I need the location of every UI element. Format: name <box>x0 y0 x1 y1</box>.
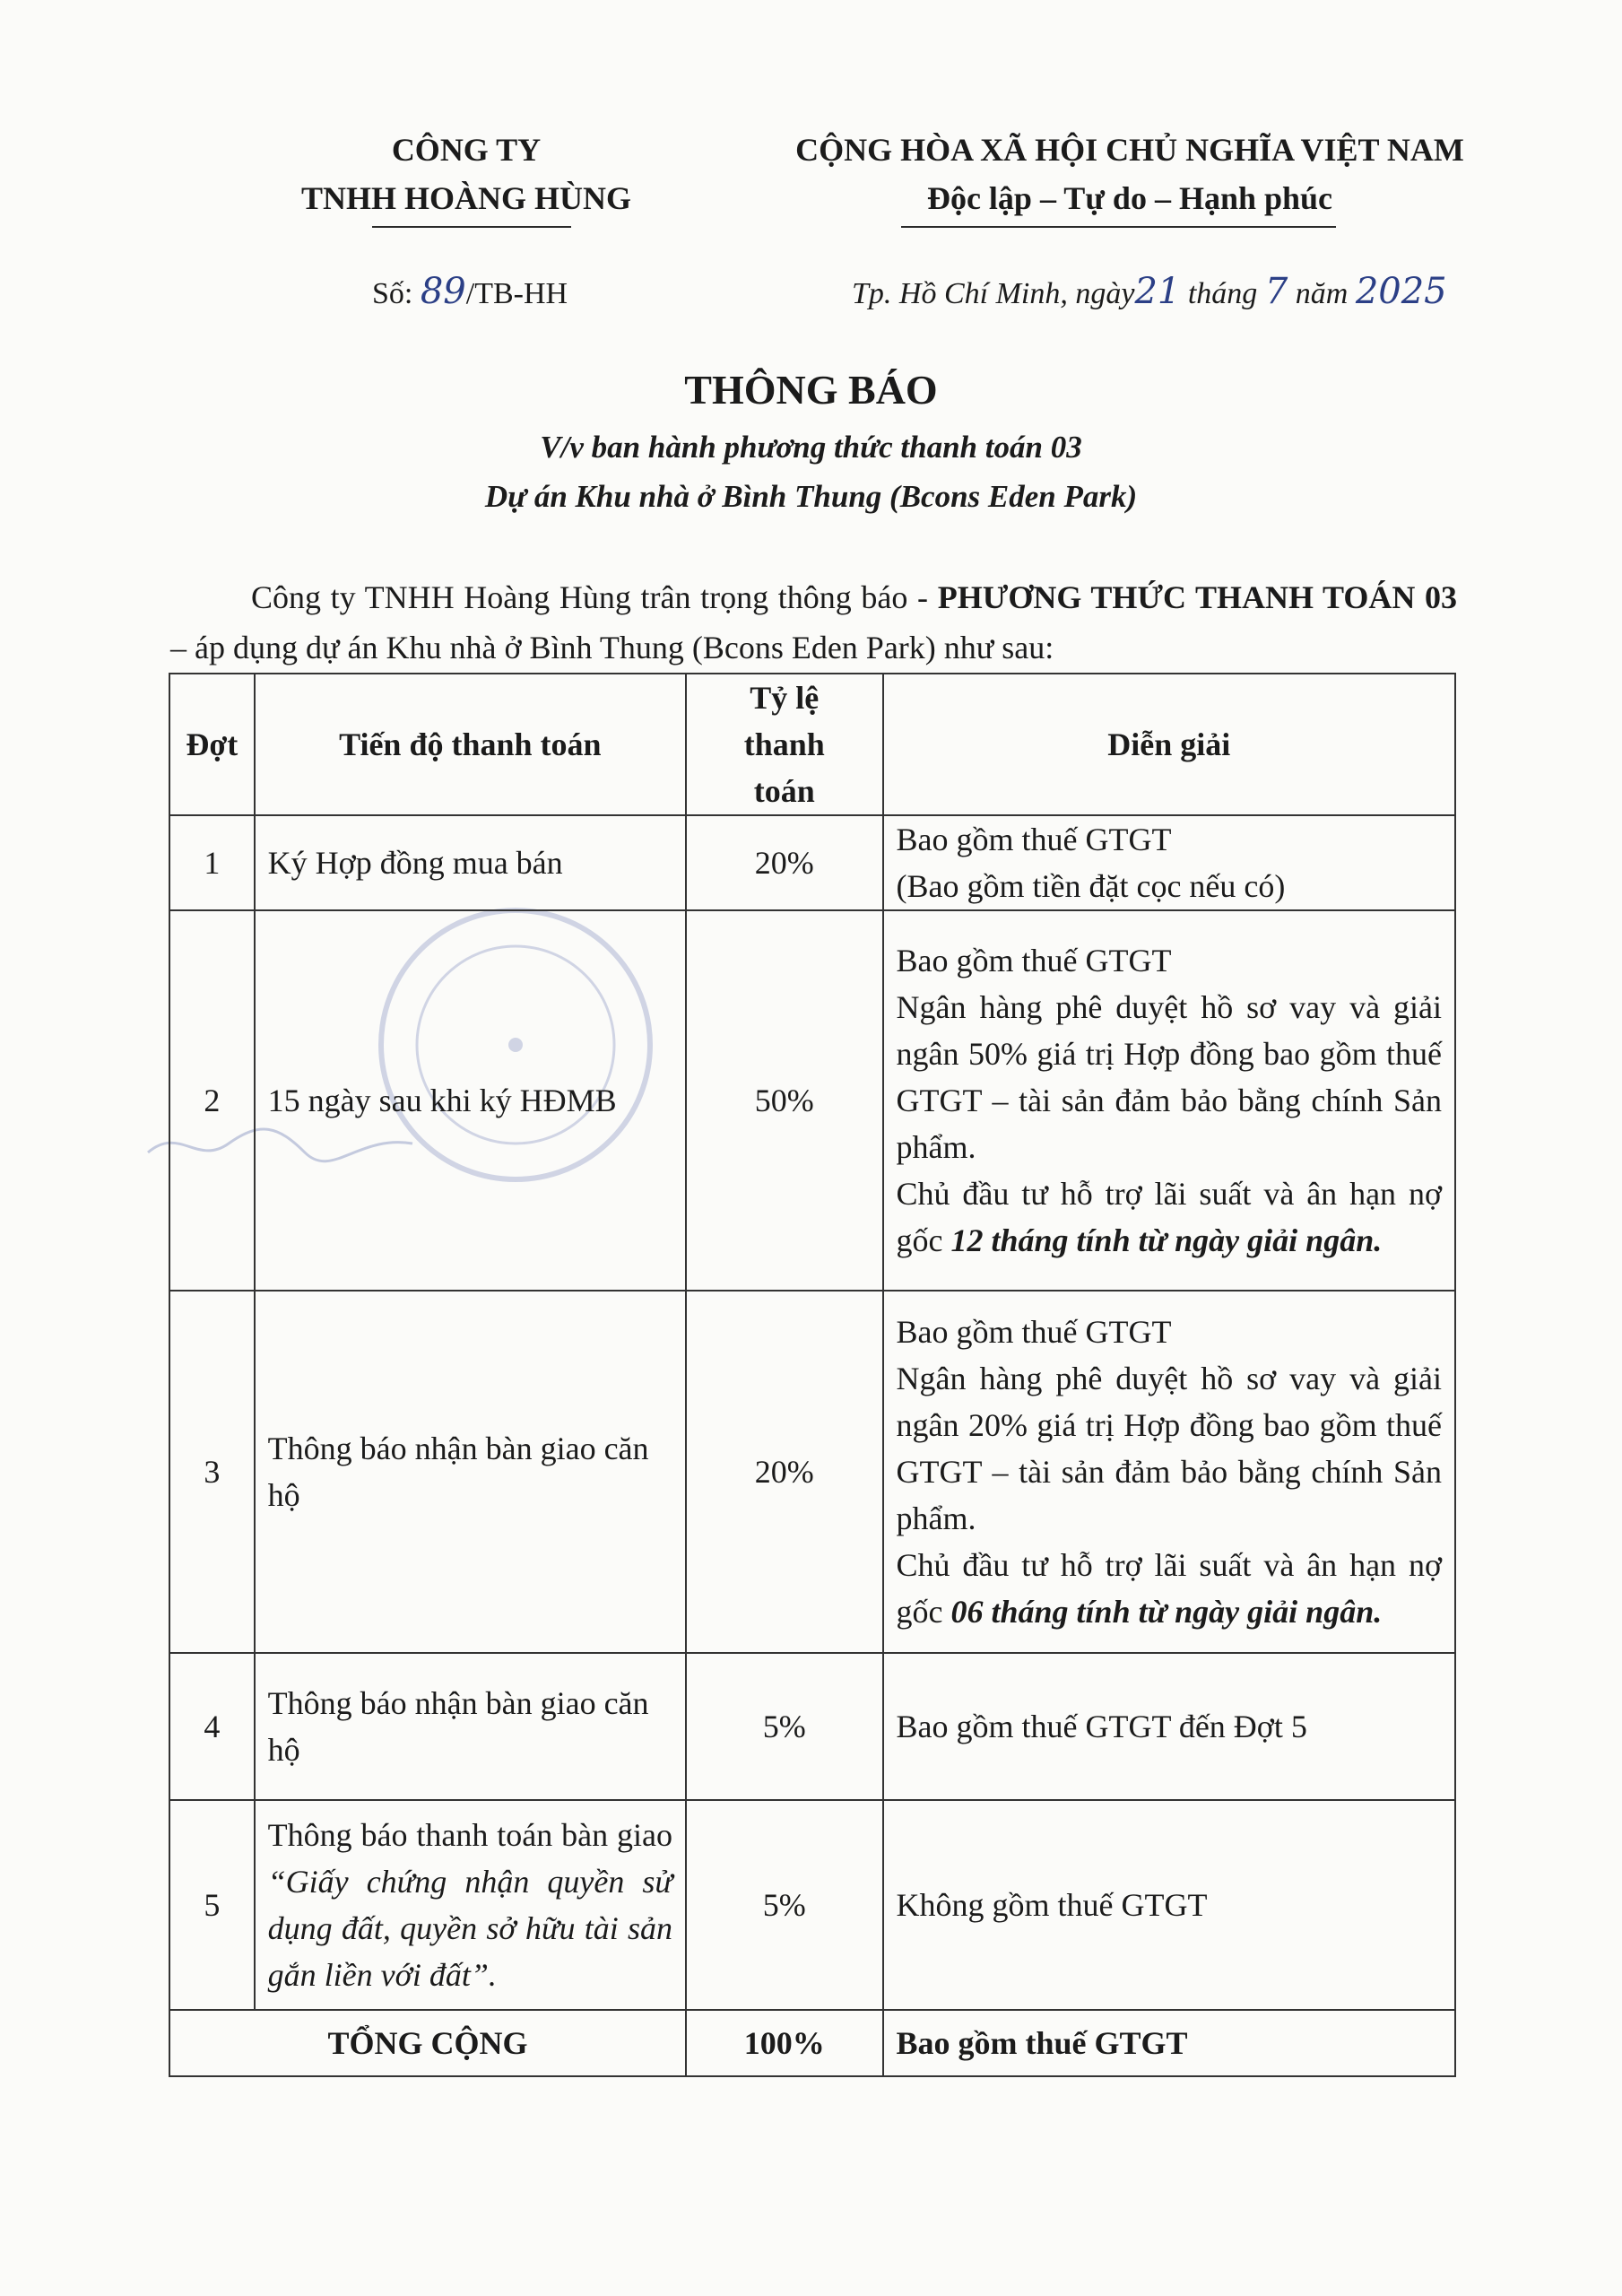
doc-number-suffix: /TB-HH <box>465 277 568 310</box>
header-ty-le-text: Tỷ lệ thanh toán <box>743 680 825 809</box>
table-header-row <box>169 674 1455 815</box>
document-subtitle-2: Dự án Khu nhà ở Bình Thung (Bcons Eden Park) <box>484 479 1138 514</box>
row3-support-text: Chủ đầu tư hỗ trợ lãi suất và ân hạn nợ gốc <box>896 1547 1442 1630</box>
document-number <box>372 269 568 317</box>
header-dien-giai: Diễn giải <box>883 674 1455 815</box>
payment-schedule-table <box>169 673 1456 2077</box>
header-tien-do: Tiến độ thanh toán <box>255 674 686 815</box>
total-label: TỔNG CỘNG <box>169 2010 686 2076</box>
row2-support-period: 12 tháng tính từ ngày giải ngân. <box>950 1222 1383 1258</box>
row4-dien-giai: Bao gồm thuế GTGT đến Đợt 5 <box>883 1653 1455 1800</box>
row1-dien-giai <box>883 815 1455 910</box>
row5-tien-do-text: Thông báo thanh toán bàn giao <box>267 1817 672 1853</box>
row1-dot: 1 <box>169 815 255 910</box>
row3-tien-do: Thông báo nhận bàn giao căn hộ <box>255 1291 686 1653</box>
row4-ty-le: 5% <box>686 1653 883 1800</box>
doc-number-prefix: Số: <box>372 277 421 310</box>
date-month: 7 <box>1264 271 1288 312</box>
table-row <box>169 815 1455 910</box>
nation-header <box>771 126 1488 222</box>
row1-ty-le: 20% <box>686 815 883 910</box>
company-underline <box>372 226 571 228</box>
total-dien-giai: Bao gồm thuế GTGT <box>883 2010 1455 2076</box>
intro-paragraph <box>170 572 1457 673</box>
document-date <box>852 269 1447 317</box>
date-year-label: năm <box>1288 277 1356 310</box>
row3-dien-giai-line3 <box>897 1542 1442 1635</box>
row5-tien-do-certificate: “Giấy chứng nhận quyền sử dụng đất, quyền sở hữu tài sản gắn liền với đất”. <box>267 1864 672 1993</box>
row5-ty-le: 5% <box>686 1800 883 2010</box>
row4-tien-do: Thông báo nhận bàn giao căn hộ <box>255 1653 686 1800</box>
document-subtitle-1: V/v ban hành phương thức thanh toán 03 <box>540 430 1082 465</box>
table-row <box>169 1291 1455 1653</box>
document-title: THÔNG BÁO <box>684 367 938 413</box>
table-row <box>169 1800 1455 2010</box>
row2-dien-giai-line2: Ngân hàng phê duyệt hồ sơ vay và giải ngân 50% giá trị Hợp đồng bao gồm thuế GTGT – tài sản đảm bảo bằng chính Sản phẩm. <box>896 989 1442 1165</box>
row1-dien-giai-line1: Bao gồm thuế GTGT <box>896 822 1172 857</box>
date-month-label: tháng <box>1180 277 1265 310</box>
company-line-2: TNHH HOÀNG HÙNG <box>300 180 631 216</box>
row3-support-period: 06 tháng tính từ ngày giải ngân. <box>950 1594 1383 1630</box>
row3-dien-giai <box>883 1291 1455 1653</box>
nation-line-1: CỘNG HÒA XÃ HỘI CHỦ NGHĨA VIỆT NAM <box>795 132 1464 168</box>
intro-text-2: – áp dụng dự án Khu nhà ở Bình Thung (Bcons Eden Park) như sau: <box>170 630 1054 665</box>
doc-number-handwritten: 89 <box>420 271 466 312</box>
row1-tien-do: Ký Hợp đồng mua bán <box>255 815 686 910</box>
row2-dien-giai <box>883 910 1455 1291</box>
row5-dien-giai: Không gồm thuế GTGT <box>883 1800 1455 2010</box>
row4-dot: 4 <box>169 1653 255 1800</box>
date-place: Tp. Hồ Chí Minh, ngày <box>852 277 1135 310</box>
row5-dot: 5 <box>169 1800 255 2010</box>
total-ty-le: 100% <box>686 2010 883 2076</box>
date-year: 2025 <box>1355 271 1447 312</box>
nation-underline <box>901 226 1336 228</box>
row3-dien-giai-line2: Ngân hàng phê duyệt hồ sơ vay và giải ngân 20% giá trị Hợp đồng bao gồm thuế GTGT – tài sản đảm bảo bằng chính Sản phẩm. <box>896 1361 1442 1536</box>
company-line-1: CÔNG TY <box>391 132 542 168</box>
date-day: 21 <box>1134 271 1181 312</box>
row3-dot: 3 <box>169 1291 255 1653</box>
company-header <box>260 126 672 222</box>
row3-ty-le: 20% <box>686 1291 883 1653</box>
header-ty-le <box>686 674 883 815</box>
row2-dien-giai-line1: Bao gồm thuế GTGT <box>896 943 1172 978</box>
intro-text-1: Công ty TNHH Hoàng Hùng trân trọng thông báo - <box>251 579 938 615</box>
header-dot: Đợt <box>169 674 255 815</box>
row2-ty-le: 50% <box>686 910 883 1291</box>
row3-dien-giai-line1: Bao gồm thuế GTGT <box>896 1314 1172 1350</box>
table-row <box>169 910 1455 1291</box>
nation-line-2: Độc lập – Tự do – Hạnh phúc <box>926 180 1333 216</box>
row2-dien-giai-line3 <box>897 1170 1442 1264</box>
intro-method-name: PHƯƠNG THỨC THANH TOÁN 03 <box>937 579 1458 615</box>
row2-tien-do: 15 ngày sau khi ký HĐMB <box>255 910 686 1291</box>
row1-dien-giai-line2: (Bao gồm tiền đặt cọc nếu có) <box>896 868 1286 904</box>
table-row <box>169 1653 1455 1800</box>
row2-dot: 2 <box>169 910 255 1291</box>
total-row <box>169 2010 1455 2076</box>
row2-support-text: Chủ đầu tư hỗ trợ lãi suất và ân hạn nợ gốc <box>896 1176 1442 1258</box>
row5-tien-do <box>255 1800 686 2010</box>
